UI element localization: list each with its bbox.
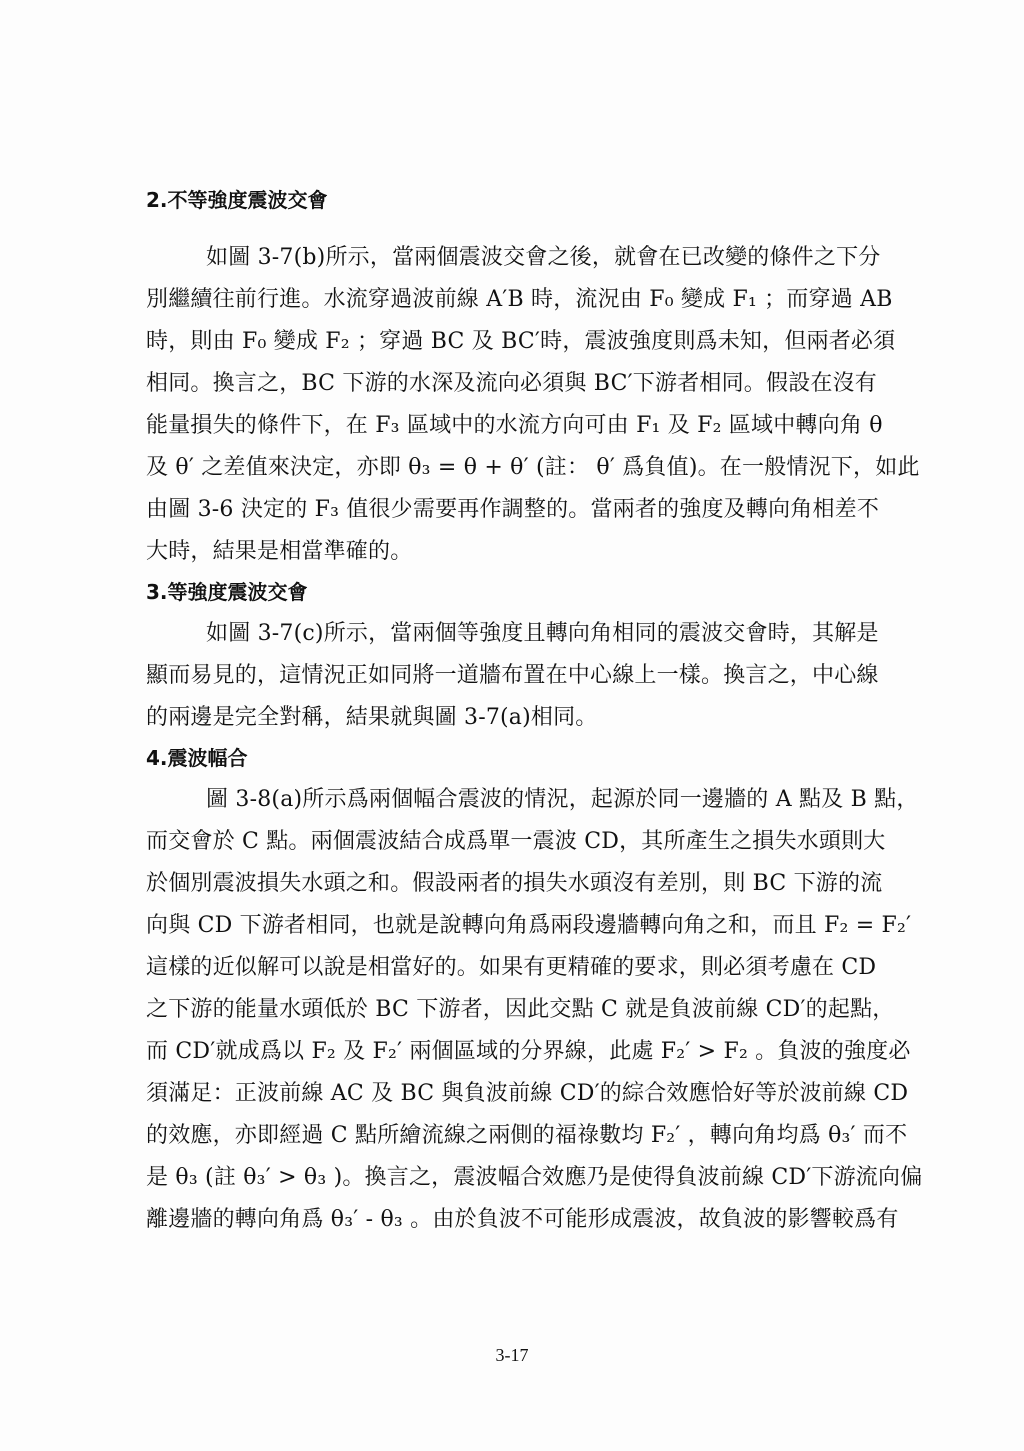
text-line: 而交會於 C 點。兩個震波結合成爲單一震波 CD，其所產生之損失水頭則大 [146,829,886,854]
text-line: 圖 3-8(a)所示爲兩個幅合震波的情況，起源於同一邊牆的 A 點及 B 點， [206,787,919,812]
section-heading-4: 4.震波幅合 [146,746,248,770]
text-line: 離邊牆的轉向角爲 θ₃′ - θ₃ 。由於負波不可能形成震波，故負波的影響較爲有 [146,1207,899,1232]
text-line: 時，則由 F₀ 變成 F₂ ；穿過 BC 及 BC′時，震波強度則爲未知，但兩者必須 [146,329,896,354]
section-4-paragraph [146,779,923,1241]
text-line: 由圖 3-6 決定的 F₃ 值很少需要再作調整的。當兩者的強度及轉向角相差不 [146,497,880,522]
text-line: 的效應，亦即經過 C 點所繪流線之兩側的福祿數均 F₂′ ，轉向角均爲 θ₃′ 而不 [146,1123,908,1148]
section-3-paragraph [146,613,916,739]
text-line: 是 θ₃ (註 θ₃′ > θ₃ )。換言之，震波幅合效應乃是使得負波前線 CD′下游流向偏 [146,1165,923,1190]
text-line: 相同。換言之，BC 下游的水深及流向必須與 BC′下游者相同。假設在沒有 [146,371,877,396]
text-line: 別繼續往前行進。水流穿過波前線 A′B 時，流況由 F₀ 變成 F₁ ；而穿過 AB [146,287,893,312]
text-line: 顯而易見的，這情況正如同將一道牆布置在中心線上一樣。換言之，中心線 [146,663,879,688]
text-line: 向與 CD 下游者相同，也就是說轉向角爲兩段邊牆轉向角之和，而且 F₂ = F₂′ [146,913,912,938]
section-2-paragraph [146,237,920,573]
text-line: 大時，結果是相當準確的。 [146,539,413,564]
text-line: 如圖 3-7(b)所示，當兩個震波交會之後，就會在已改變的條件之下分 [206,245,881,270]
text-line: 之下游的能量水頭低於 BC 下游者，因此交點 C 就是負波前線 CD′的起點， [146,997,895,1022]
text-line: 如圖 3-7(c)所示，當兩個等強度且轉向角相同的震波交會時，其解是 [206,621,879,646]
page-body [146,185,923,1241]
text-line: 於個別震波損失水頭之和。假設兩者的損失水頭沒有差別，則 BC 下游的流 [146,871,883,896]
text-line: 這樣的近似解可以說是相當好的。如果有更精確的要求，則必須考慮在 CD [146,955,877,980]
text-line: 而 CD′就成爲以 F₂ 及 F₂′ 兩個區域的分界線，此處 F₂′ > F₂ 。負波的強度必 [146,1039,911,1064]
page-number: 3-17 [495,1345,529,1365]
text-line: 須滿足：正波前線 AC 及 BC 與負波前線 CD′的綜合效應恰好等於波前線 CD [146,1081,909,1106]
section-heading-2: 2.不等強度震波交會 [146,188,328,212]
text-line: 的兩邊是完全對稱，結果就與圖 3-7(a)相同。 [146,705,598,730]
text-line: 能量損失的條件下，在 F₃ 區域中的水流方向可由 F₁ 及 F₂ 區域中轉向角 θ [146,413,883,438]
section-heading-3: 3.等強度震波交會 [146,580,308,604]
text-line: 及 θ′ 之差值來決定，亦即 θ₃ = θ + θ′ (註： θ′ 爲負值)。在一般情況下，如此 [146,455,920,480]
